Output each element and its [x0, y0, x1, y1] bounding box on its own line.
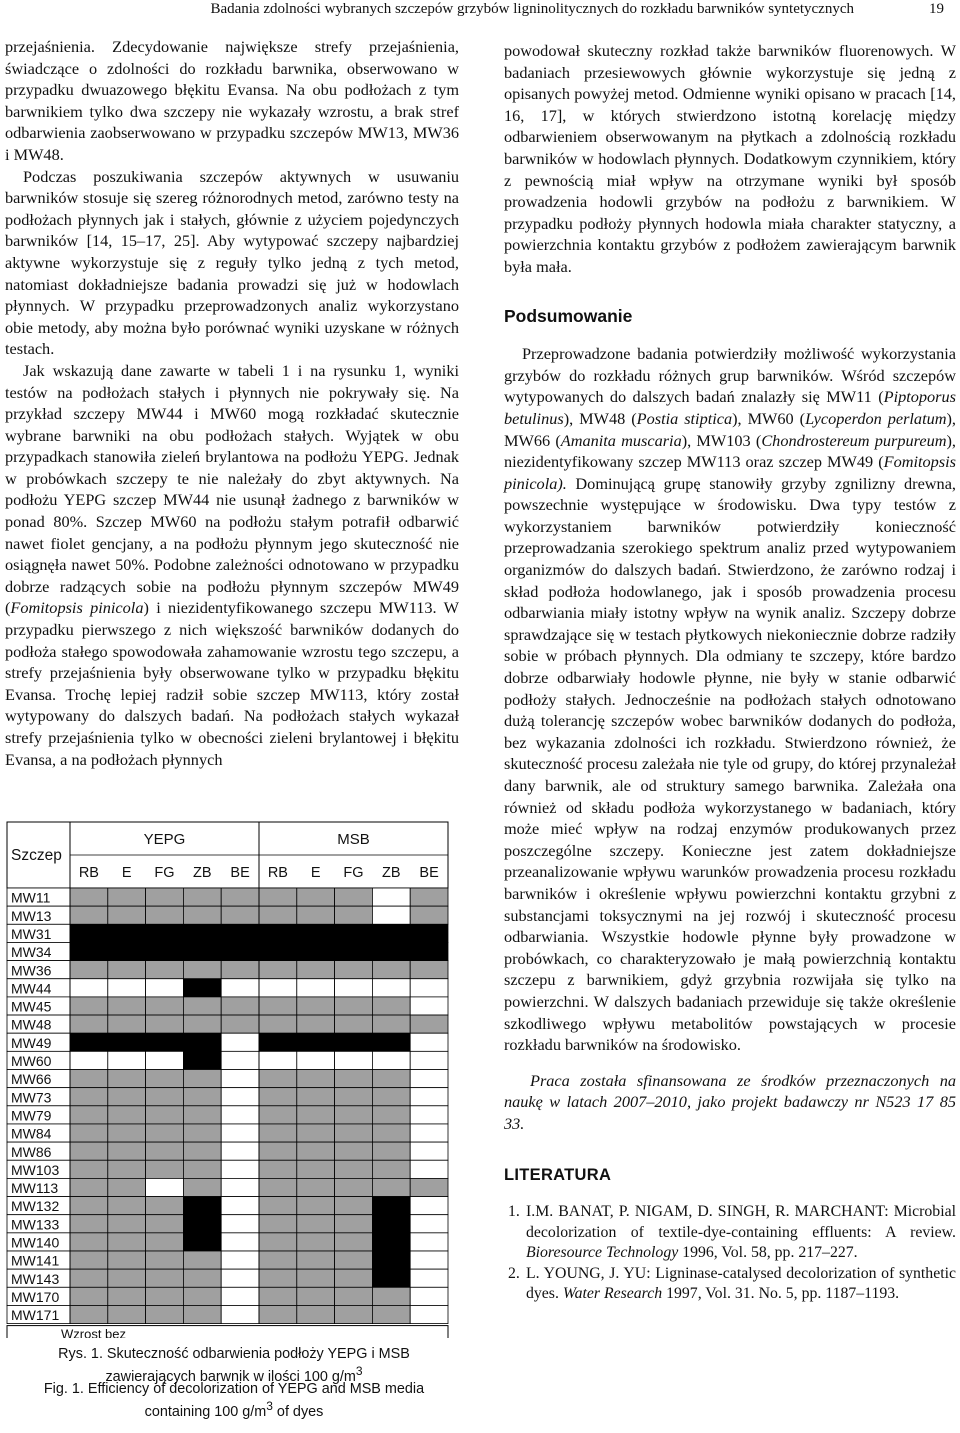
heatmap-cell [70, 1106, 108, 1124]
heatmap-cell [221, 1033, 259, 1051]
heatmap-cell [183, 1015, 221, 1033]
heatmap-cell [183, 1287, 221, 1305]
heatmap-cell [146, 1015, 184, 1033]
heatmap-cell [410, 1160, 448, 1178]
heatmap-cell [372, 997, 410, 1015]
heatmap-cell [70, 1124, 108, 1142]
heatmap-cell [297, 1178, 335, 1196]
heatmap-cell [335, 997, 373, 1015]
heatmap-cell [108, 1015, 146, 1033]
figure-caption-pl: Rys. 1. Skuteczność odbarwienia podłoży YEPG i MSB zawierających barwnik w ilości 100 $g/m^3$ [58, 1346, 410, 1385]
heatmap-cell [410, 1197, 448, 1215]
heatmap-cell [335, 961, 373, 979]
heatmap-cell [221, 888, 259, 906]
heatmap-cell [146, 1197, 184, 1215]
heatmap-cell [297, 1269, 335, 1287]
heatmap-cell [259, 1015, 297, 1033]
heatmap-cell [410, 906, 448, 924]
section-heading-references: LITERATURA [504, 1165, 612, 1184]
heatmap-cell [410, 888, 448, 906]
row-label: MW31 [11, 925, 52, 942]
row-label: MW44 [11, 980, 52, 997]
heatmap-cell [259, 1233, 297, 1251]
heatmap-cell [297, 1233, 335, 1251]
heatmap-cell [259, 906, 297, 924]
heatmap-cell [297, 1160, 335, 1178]
heatmap-cell [146, 1088, 184, 1106]
heatmap-cell [410, 1033, 448, 1051]
heatmap-cell [259, 1269, 297, 1287]
heatmap-cell [297, 979, 335, 997]
heatmap-cell [221, 1215, 259, 1233]
heatmap-cell [183, 906, 221, 924]
heatmap-cell [70, 1287, 108, 1305]
heatmap-cell [221, 961, 259, 979]
heatmap-cell [259, 1178, 297, 1196]
heatmap-cell [70, 888, 108, 906]
heatmap-cell [372, 979, 410, 997]
heatmap-cell [335, 1251, 373, 1269]
heatmap-cell [146, 1033, 184, 1051]
heatmap-cell [410, 1070, 448, 1088]
heatmap-cell [410, 1088, 448, 1106]
row-label: MW79 [11, 1107, 52, 1124]
heatmap-cell [297, 1197, 335, 1215]
heatmap-cell [146, 1305, 184, 1323]
heatmap-cell [410, 1015, 448, 1033]
heatmap-cell [221, 1106, 259, 1124]
heatmap-cell [183, 1233, 221, 1251]
row-label: MW66 [11, 1071, 52, 1088]
heatmap-cell [108, 906, 146, 924]
funding-note: Praca została sfinansowana ze środków przeznaczonych na naukę w latach 2007–2010, jako projekt badawczy nr N523 17 85 33. [504, 1070, 956, 1133]
heatmap-cell [108, 1287, 146, 1305]
heatmap-cell [372, 888, 410, 906]
heatmap-cell [297, 1051, 335, 1069]
heatmap-cell [259, 1051, 297, 1069]
heatmap-cell [70, 1142, 108, 1160]
heatmap-cell [70, 1197, 108, 1215]
column-label: E [310, 865, 321, 881]
heatmap-cell [221, 1015, 259, 1033]
heatmap-cell [259, 1160, 297, 1178]
heatmap-cell [183, 1197, 221, 1215]
heatmap-cell [221, 1070, 259, 1088]
heatmap-cell [372, 1124, 410, 1142]
header-title: Badania zdolności wybranych szczepów grzybów ligninolitycznych do rozkładu barwników syntetycznych [210, 1, 854, 17]
heatmap-cell [297, 1124, 335, 1142]
heatmap-cell [259, 1070, 297, 1088]
row-label: MW45 [11, 998, 52, 1015]
heatmap-cell [259, 1251, 297, 1269]
heatmap-cell [297, 1015, 335, 1033]
heatmap-cell [297, 1215, 335, 1233]
heatmap-cell [335, 1287, 373, 1305]
heatmap-cell [297, 888, 335, 906]
heatmap-cell [297, 1070, 335, 1088]
heatmap-cell [108, 1124, 146, 1142]
heatmap-cell [146, 1178, 184, 1196]
heatmap-cell [108, 888, 146, 906]
heatmap-cell [335, 1088, 373, 1106]
heatmap-cell [410, 1251, 448, 1269]
heatmap-cell [221, 1160, 259, 1178]
row-label: MW132 [11, 1198, 60, 1215]
heatmap-cell [183, 1088, 221, 1106]
heatmap-cell [259, 997, 297, 1015]
heatmap-cell [372, 1051, 410, 1069]
heatmap-cell [372, 1160, 410, 1178]
heatmap-cell [410, 1178, 448, 1196]
heatmap-cell [335, 1160, 373, 1178]
heatmap-cell [297, 1088, 335, 1106]
heatmap-cell [183, 1124, 221, 1142]
page-number: 19 [929, 1, 944, 17]
heatmap-cell [372, 1106, 410, 1124]
heatmap-cell [335, 1269, 373, 1287]
heatmap-cell [372, 1305, 410, 1323]
heatmap-cell [108, 1251, 146, 1269]
heatmap-cell [335, 1051, 373, 1069]
heatmap-cell [108, 1088, 146, 1106]
heatmap-cell [70, 906, 108, 924]
heatmap-cell [221, 1088, 259, 1106]
figure-caption-en: Fig. 1. Efficiency of decolorization of YEPG and MSB media containing 100 $g/m^3$ of dyes [43, 1381, 425, 1420]
heatmap-cell [335, 906, 373, 924]
row-label: MW36 [11, 962, 52, 979]
heatmap-cell [146, 888, 184, 906]
row-label: MW133 [11, 1216, 60, 1233]
left-column [5, 36, 459, 770]
heatmap-cell [183, 1051, 221, 1069]
heatmap-cell [183, 1142, 221, 1160]
heatmap-cell [146, 1269, 184, 1287]
row-label: MW48 [11, 1016, 52, 1033]
heatmap-cell [372, 1287, 410, 1305]
heatmap-cell [372, 1233, 410, 1251]
heatmap-cell [183, 888, 221, 906]
heatmap-cell [259, 888, 297, 906]
right-column [504, 40, 956, 1305]
heatmap-cell [297, 961, 335, 979]
heatmap-cell [297, 906, 335, 924]
heatmap-cell [146, 1160, 184, 1178]
running-header [0, 0, 960, 22]
heatmap-cell [410, 924, 448, 942]
heatmap-cell [372, 1215, 410, 1233]
heatmap-cell [221, 1051, 259, 1069]
heatmap-cell [410, 1233, 448, 1251]
heatmap-cell [146, 1051, 184, 1069]
heatmap-cell [410, 942, 448, 960]
heatmap-cell [108, 1033, 146, 1051]
decolorization-chart [5, 818, 463, 1338]
heatmap-cell [146, 1070, 184, 1088]
heatmap-cell [146, 1124, 184, 1142]
row-label: MW34 [11, 944, 52, 961]
heatmap-cell [297, 1305, 335, 1323]
heatmap-cell [410, 1269, 448, 1287]
heatmap-cell [221, 1178, 259, 1196]
heatmap-cell [335, 1233, 373, 1251]
heatmap-cell [259, 1124, 297, 1142]
row-label: MW170 [11, 1288, 60, 1305]
row-label: MW60 [11, 1053, 52, 1069]
row-label: MW171 [11, 1307, 60, 1324]
heatmap-cell [108, 1178, 146, 1196]
heatmap-cell [146, 1287, 184, 1305]
paragraph: Podczas poszukiwania szczepów aktywnych w usuwaniu barwników stosuje się szereg różnorodnych metod, zarówno testy na podłożach płynnych jak i stałych, głównie z użyciem pojedynczych barwników [14, 15–17, 25]. Aby wytypować szczepy najbardziej aktywne wykorzystuje się z reguły tylko jedną z tych metod, natomiast dokładniejsze badania prowadzi się już w hodowlach płynnych. W przypadku przeprowadzonych analiz wykorzystano obie metody, aby można było porównać wyniki uzyskane w różnych testach. [5, 166, 459, 359]
row-label: MW49 [11, 1034, 52, 1051]
heatmap-cell [108, 1269, 146, 1287]
heatmap-cell [335, 1197, 373, 1215]
heatmap-cell [183, 1070, 221, 1088]
heatmap-cell [372, 1197, 410, 1215]
heatmap-cell [297, 924, 335, 942]
heatmap-cell [183, 979, 221, 997]
paragraph: powodował skuteczny rozkład także barwników fluorenowych. W badaniach przesiewowych głównie wykorzystuje się jedną z opisanych powyżej metod. Odmienne wyniki opisano w pracach [14, 16, 17], w których stwierdzono istotną korelację między odbarwieniem obserwowanym na płytkach a zdolnością rozkładu barwników w hodowlach płynnych. Dodatkowym czynnikiem, który z pewnością miał wpływ na otrzymane wyniki był sposób prowadzenia hodowli grzybów na podłożu z barwnikiem. W przypadku podłoży płynnych hodowla miała charakter statyczny, a powierzchnia kontaktu grzybów z podłożem zawierającym barwnik była mała. [504, 41, 956, 276]
heatmap-cell [335, 924, 373, 942]
heatmap-cell [259, 1142, 297, 1160]
heatmap-cell [297, 1033, 335, 1051]
heatmap-cell [410, 1287, 448, 1305]
heatmap-cell [70, 1015, 108, 1033]
heatmap-cell [183, 1106, 221, 1124]
heatmap-cell [146, 979, 184, 997]
heatmap-cell [372, 1015, 410, 1033]
heatmap-cell [410, 1124, 448, 1142]
column-label: E [121, 865, 132, 881]
heatmap-cell [183, 942, 221, 960]
heatmap-cell [70, 1160, 108, 1178]
corner-label: Szczep [11, 847, 62, 864]
heatmap-cell [183, 1160, 221, 1178]
heatmap-cell [335, 942, 373, 960]
row-label: MW103 [11, 1161, 60, 1178]
heatmap-cell [259, 1197, 297, 1215]
heatmap-cell [221, 997, 259, 1015]
heatmap-cell [221, 1287, 259, 1305]
row-label: MW84 [11, 1125, 52, 1142]
heatmap-cell [335, 1015, 373, 1033]
row-label: MW86 [11, 1143, 52, 1160]
heatmap-cell [259, 1033, 297, 1051]
heatmap-cell [221, 906, 259, 924]
heatmap-cell [335, 1106, 373, 1124]
heatmap-cell [221, 1251, 259, 1269]
heatmap-cell [146, 1142, 184, 1160]
column-label: BE [419, 865, 439, 881]
heatmap-cell [108, 924, 146, 942]
heatmap-cell [70, 1269, 108, 1287]
heatmap-cell [410, 1051, 448, 1069]
heatmap-cell [335, 1124, 373, 1142]
heatmap-cell [183, 1269, 221, 1287]
heatmap-cell [108, 997, 146, 1015]
heatmap-cell [372, 1178, 410, 1196]
paragraph: Jak wskazują dane zawarte w tabeli 1 i na rysunku 1, wyniki testów na podłożach stałych i płynnych nie pokrywały się. Na przykład szczepy MW44 i MW60 mogą rozkładać skutecznie wybrane barwniki na obu podłożach stałych. Wyjątek w obu przypadkach stanowiła zieleń brylantowa na podłożu YEPG. Jednak w probówkach szczepy te nie należały do zbyt aktywnych. Na podłożu YEPG szczep MW44 nie usunął żadnego z barwników w ponad 80%. Szczep MW60 na podłożu stałym potrafił odbarwić nawet fiolet gencjany, a na podłożu płynnym jego skuteczność nie osiągnęła nawet 50%. Podobne zależności odnotowano w przypadku dobrze radzących sobie na podłożu płynnym szczepów MW49 (Fomitopsis pinicola) i niezidentyfikowanego szczepu MW113. W przypadku pierwszego z nich większość barwników dodanych do podłoża stałego spowodowała zahamowanie wzrostu tego szczepu, a strefy przejaśnienia były obserwowane tylko w przypadku błękitu Evansa. Trochę lepiej radził sobie szczep MW113, który został wytypowany do dalszych badań. Na podłożach stałych wykazał strefy przejaśnienia tylko w obecności zieleni brylantowej i błękitu Evansa, a na podłożach płynnych [5, 360, 460, 769]
heatmap-cell [70, 924, 108, 942]
heatmap-cell [372, 942, 410, 960]
heatmap-cell [335, 1215, 373, 1233]
heatmap-cell [108, 979, 146, 997]
heatmap-cell [221, 1124, 259, 1142]
heatmap-cell [221, 1269, 259, 1287]
heatmap-cell [297, 942, 335, 960]
row-label: MW141 [11, 1252, 60, 1269]
paragraph: Przeprowadzone badania potwierdziły możliwość wykorzystania grzybów do rozkładu różnych grup barwników. Wśród szczepów wytypowanych do dalszych badań znalazły się MW11 (Piptoporus betulinus), MW48 (Postia stiptica), MW60 (Lycoperdon perlatum), MW66 (Amanita muscaria), MW103 (Chondrostereum purpureum), niezidentyfikowany szczep MW113 oraz szczep MW49 (Fomitopsis pinicola). Dominującą grupę stanowiły grzyby zgnilizny drewna, powszechnie występujące w środowisku. Dwa typy testów z wykorzystaniem barwników potwierdziły konieczność przeprowadzania szerokiego spektrum analiz przed wytypowaniem organizmów do dalszych badań. Stwierdzono, że zarówno rodzaj i skład podłoża hodowlanego, jak i sposób prowadzenia procesu odbarwiania miały istotny wpływ na wynik analiz. Szczepy dobrze sprawdzające się w testach płytkowych niekoniecznie dobrze radziły sobie w próbach płynnych. Dla odmiany te szczepy, które bardzo dobrze odbarwiały hodowle płynne, nie były w stanie odbarwić podłoży stałych. Jednocześnie na podłożach stałych odnotowano dużą tolerancję szczepów wobec barwników dodanych do podłoża, bez wykazania zdolności ich rozkładu. Stwierdzono również, że skuteczność procesu zależała nie tyle od grupy, do której przynależał dany barwnik, ale od struktury samego barwnika. Zależała ona również od składu podłoża wykorzystanego w badaniach, który może mieć wpływ na rodzaj enzymów produkowanych przez poszczególne szczepy. Konieczne jest zatem dokładniejsze przeanalizowanie wpływu warunków prowadzenia procesu rozkładu barwników i określenie wpływu powierzchni kontaktu grzybni z substancjami toksycznymi na jej rozwój i skuteczność procesu odbarwiania. Wszystkie hodowle płynne były prowadzone w probówkach, co charakteryzowało je małą powierzchnią kontaktu szczepu z barwnikiem, gdyż grzybnia rozwijała się tylko na powierzchni. W dalszych badaniach przewiduje się także określenie szkodliwego wpływu metabolitów powstających w procesie rozkładu barwników na środowisko. [504, 344, 957, 1055]
row-label: MW143 [11, 1270, 60, 1287]
heatmap-cell [108, 1197, 146, 1215]
heatmap-cell [183, 924, 221, 942]
heatmap-cell [259, 1305, 297, 1323]
heatmap-cell [70, 979, 108, 997]
column-label: BE [230, 865, 250, 881]
heatmap-cell [259, 942, 297, 960]
heatmap-cell [297, 997, 335, 1015]
row-label: MW13 [11, 907, 52, 924]
heatmap-cell [183, 1215, 221, 1233]
column-label: FG [154, 865, 175, 881]
heatmap-cell [70, 942, 108, 960]
heatmap-cell [70, 961, 108, 979]
column-label: ZB [382, 865, 401, 881]
heatmap-cell [410, 961, 448, 979]
heatmap-cell [183, 997, 221, 1015]
column-label: ZB [193, 865, 212, 881]
heatmap-cell [70, 1215, 108, 1233]
heatmap-cell [221, 979, 259, 997]
heatmap-cell [335, 1305, 373, 1323]
row-label: MW140 [11, 1234, 60, 1251]
section-heading-summary: Podsumowanie [504, 305, 633, 326]
heatmap-cell [335, 1070, 373, 1088]
heatmap-cell [70, 1178, 108, 1196]
heatmap-cell [70, 1305, 108, 1323]
heatmap-cell [183, 961, 221, 979]
heatmap-cell [70, 1070, 108, 1088]
heatmap-cell [372, 1088, 410, 1106]
heatmap-cell [146, 1251, 184, 1269]
column-label: RB [78, 865, 99, 881]
heatmap-cell [70, 1033, 108, 1051]
reference-item: 2. L. YOUNG, J. YU: Ligninase-catalysed decolorization of synthetic dyes. Water Research 1997, Vol. 31. No. 5, pp. 1187–1193. [508, 1264, 956, 1303]
heatmap-cell [108, 1142, 146, 1160]
heatmap-cell [410, 997, 448, 1015]
heatmap-cell [108, 1070, 146, 1088]
heatmap-cell [221, 1233, 259, 1251]
heatmap-cell [410, 979, 448, 997]
heatmap-cell [146, 924, 184, 942]
heatmap-cell [372, 1033, 410, 1051]
row-label: MW73 [11, 1089, 52, 1106]
heatmap-cell [108, 1106, 146, 1124]
heatmap-cell [183, 1033, 221, 1051]
row-label: MW113 [11, 1180, 59, 1197]
heatmap-cell [146, 1215, 184, 1233]
column-label: RB [267, 865, 288, 881]
heatmap-cell [259, 1106, 297, 1124]
group-label: YEPG [143, 831, 186, 848]
heatmap-cell [297, 1287, 335, 1305]
heatmap-cell [221, 924, 259, 942]
heatmap-cell [335, 1033, 373, 1051]
heatmap-cell [335, 1142, 373, 1160]
heatmap-cell [108, 1160, 146, 1178]
heatmap-cell [108, 1233, 146, 1251]
heatmap-cell [297, 1106, 335, 1124]
heatmap-cell [372, 1251, 410, 1269]
heatmap-cell [372, 1269, 410, 1287]
heatmap-cell [221, 1305, 259, 1323]
heatmap-cell [221, 942, 259, 960]
heatmap-cell [70, 1051, 108, 1069]
heatmap-cell [335, 979, 373, 997]
heatmap-cell [146, 942, 184, 960]
heatmap-cell [70, 1251, 108, 1269]
heatmap-cell [108, 961, 146, 979]
heatmap-cell [183, 1178, 221, 1196]
heatmap-cell [108, 1305, 146, 1323]
reference-item: 1. I.M. BANAT, P. NIGAM, D. SINGH, R. MARCHANT: Microbial decolorization of textile-dye-containing effluents: A review. Bioresource Technology 1996, Vol. 58, pp. 217–227. [508, 1203, 956, 1262]
heatmap-cell [146, 1233, 184, 1251]
heatmap-cell [372, 924, 410, 942]
figure-1 [5, 818, 463, 1433]
heatmap-cell [70, 1233, 108, 1251]
group-label: MSB [337, 831, 370, 848]
heatmap-cell [410, 1106, 448, 1124]
heatmap-cell [108, 1051, 146, 1069]
heatmap-cell [259, 1088, 297, 1106]
heatmap-cell [70, 1088, 108, 1106]
heatmap-cell [372, 961, 410, 979]
column-label: FG [343, 865, 364, 881]
heatmap-cell [183, 1305, 221, 1323]
heatmap-cell [410, 1305, 448, 1323]
heatmap-cell [183, 1251, 221, 1269]
heatmap-cell [335, 1178, 373, 1196]
legend-label: Wzrost bez [61, 1326, 127, 1338]
heatmap-cell [259, 924, 297, 942]
paragraph: przejaśnienia. Zdecydowanie największe strefy przejaśnienia, świadczące o zdolności do rozkładu barwnika, obserwowano w przypadku dwuazowego błękitu Evansa. Na obu podłożach z tym barwnikiem tylko dwa szczepy nie wykazały wzrostu, a brak stref odbarwienia zaobserwowano w przypadku szczepów MW13, MW36 i MW48. [5, 37, 459, 164]
heatmap-cell [372, 1070, 410, 1088]
heatmap-cell [297, 1142, 335, 1160]
reference-list [504, 1202, 956, 1305]
heatmap-cell [372, 1142, 410, 1160]
heatmap-cell [410, 1215, 448, 1233]
heatmap-cell [70, 997, 108, 1015]
heatmap-cell [146, 1106, 184, 1124]
heatmap-cell [259, 961, 297, 979]
heatmap-cell [410, 1142, 448, 1160]
heatmap-cell [259, 979, 297, 997]
heatmap-cell [221, 1197, 259, 1215]
heatmap-cell [108, 1215, 146, 1233]
row-label: MW11 [11, 889, 51, 906]
heatmap-cell [297, 1251, 335, 1269]
heatmap-cell [146, 906, 184, 924]
heatmap-cell [259, 1215, 297, 1233]
heatmap-cell [335, 888, 373, 906]
heatmap-cell [372, 906, 410, 924]
heatmap-cell [108, 942, 146, 960]
heatmap-cell [146, 997, 184, 1015]
heatmap-cell [259, 1287, 297, 1305]
heatmap-cell [221, 1142, 259, 1160]
heatmap-cell [146, 961, 184, 979]
